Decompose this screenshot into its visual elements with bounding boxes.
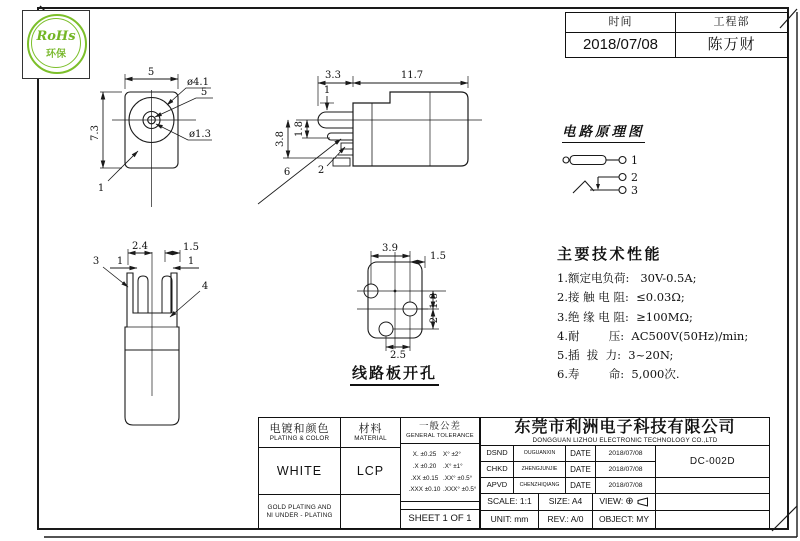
- scale-row-empty-cell: [656, 494, 769, 511]
- time-label: 时间: [608, 16, 633, 29]
- date-label: DATE: [570, 448, 591, 458]
- side-view-dims: [275, 70, 423, 178]
- chkd-name-cell: [514, 462, 566, 478]
- dim-label: 1.8: [429, 293, 440, 309]
- plating-note-line2: NI UNDER - PLATING: [266, 511, 333, 519]
- tolerance-values-cell: [401, 444, 479, 502]
- rev-cell: [539, 511, 593, 528]
- callout-label: 2: [317, 165, 325, 176]
- rohs-title: RoHs: [36, 29, 76, 44]
- specs-title: 主要技术性能: [557, 245, 663, 263]
- approval-name: OUGUANXIN: [523, 449, 556, 456]
- scale-label: SCALE: 1:1: [487, 496, 532, 507]
- front-view-linework: [97, 74, 213, 207]
- dsnd-name-cell: [514, 446, 566, 462]
- dept-value-cell: [676, 33, 787, 57]
- plating-header-en: PLATING & COLOR: [269, 435, 330, 443]
- material-value-cell: [341, 448, 401, 495]
- callout-label: 3: [92, 256, 100, 267]
- spec-item: 4.耐 压: AC500V(50Hz)/min;: [557, 328, 749, 343]
- chkd-date-label-cell: [566, 462, 596, 478]
- unit-row-empty-cell: [656, 511, 769, 528]
- plating-value: WHITE: [276, 463, 323, 478]
- chkd-date-cell: [596, 462, 656, 478]
- company-cell: [481, 418, 769, 446]
- tolerance-row: [406, 473, 472, 485]
- part-number: DC-002D: [689, 455, 736, 467]
- plating-header-cn: 电镀和颜色: [269, 422, 330, 435]
- terminal-label: 1: [631, 154, 638, 167]
- specs-list: [557, 270, 792, 386]
- dept-label-cell: [676, 13, 787, 33]
- material-empty-cell: [341, 495, 401, 528]
- approval-label: CHKD: [486, 464, 508, 474]
- approval-date: 2018/07/08: [608, 465, 643, 473]
- approval-name: CHENZHIQIANG: [519, 481, 560, 488]
- date-label: DATE: [570, 464, 591, 474]
- scale-cell: [481, 494, 539, 511]
- tolerance-row: [406, 461, 463, 473]
- tol-linear: .XXX ±0.10: [408, 486, 441, 494]
- dim-label: 1: [187, 256, 195, 267]
- dim-label: 3.9: [382, 243, 398, 254]
- dim-label: 2: [429, 316, 440, 324]
- first-angle-circle-icon: ⊕: [625, 496, 634, 508]
- dim-label: 1: [323, 85, 331, 96]
- tolerance-header-cell: [401, 418, 479, 444]
- terminal-label: 3: [631, 184, 638, 197]
- approval-label: APVD: [486, 480, 508, 490]
- plating-header-cell: [259, 418, 341, 448]
- apvd-date-label-cell: [566, 478, 596, 494]
- rohs-subtitle: 环保: [46, 49, 66, 60]
- material-header-en: MATERIAL: [354, 435, 387, 443]
- time-value: 2018/07/08: [582, 36, 659, 54]
- tol-linear: X. ±0.25: [412, 450, 437, 458]
- time-value-cell: [566, 33, 676, 57]
- plating-value-cell: [259, 448, 341, 495]
- schematic-title: 电路原理图: [562, 120, 645, 143]
- dim-label: 1: [116, 256, 124, 267]
- dsnd-label-cell: [481, 446, 514, 462]
- view-label: VIEW:: [599, 496, 624, 507]
- tol-linear: .XX ±0.15: [410, 474, 439, 482]
- terminal-label: 2: [631, 171, 638, 184]
- spec-item: 3.绝 缘 电 阻: ≥100MΩ;: [557, 309, 693, 324]
- callout-label: 4: [201, 281, 209, 292]
- rev-label: REV.: A/0: [547, 513, 584, 524]
- apvd-date-cell: [596, 478, 656, 494]
- company-name-en: DONGGUAN LIZHOU ELECTRONIC TECHNOLOGY CO.,LTD: [532, 437, 718, 445]
- tolerance-header-cn: 一般公差: [418, 420, 461, 432]
- pcb-view-title: 线路板开孔: [350, 362, 439, 386]
- material-header-cn: 材料: [358, 422, 383, 435]
- dept-value: 陈万财: [707, 36, 756, 54]
- part-number-empty-cell: [656, 478, 769, 494]
- spec-item: 1.额定电负荷: 30V-0.5A;: [557, 271, 697, 285]
- sheet-cell: [401, 510, 479, 528]
- unit-cell: [481, 511, 539, 528]
- approval-date: 2018/07/08: [608, 481, 643, 489]
- pcb-view-dims: [382, 243, 446, 361]
- spec-item: 6.寿 命: 5,000次.: [557, 367, 680, 382]
- revision-header-table: [565, 12, 788, 58]
- schematic-linework: [563, 156, 626, 194]
- dept-label: 工程部: [713, 16, 750, 29]
- callout-label: 1: [97, 183, 105, 194]
- tol-linear: .X ±0.20: [412, 462, 437, 470]
- pin-view-dims: [93, 241, 208, 292]
- tolerance-header-en: GENERAL TOLERANCE: [406, 432, 474, 439]
- view-cell: [593, 494, 656, 511]
- dsnd-date-cell: [596, 446, 656, 462]
- sheet-label: SHEET 1 OF 1: [408, 512, 472, 524]
- material-header-cell: [341, 418, 401, 448]
- spec-item: 2.接 触 电 阻: ≤0.03Ω;: [557, 290, 685, 305]
- dim-label: 3.8: [275, 131, 286, 147]
- approval-label: DSND: [486, 448, 508, 458]
- dim-label: 2.5: [390, 350, 406, 361]
- tol-angular: .X° ±1°: [443, 462, 463, 470]
- tolerance-row: [406, 449, 461, 461]
- tolerance-spacer-cell: [401, 502, 479, 510]
- dim-label: 7.3: [90, 125, 101, 141]
- part-number-cell: [656, 446, 769, 478]
- dim-label: 2.4: [132, 241, 148, 252]
- dim-label: 3.3: [325, 70, 341, 81]
- projection-cone-icon: [636, 497, 649, 507]
- approval-name: ZHENGJUNJIE: [521, 465, 558, 472]
- object-label: OBJECT: MY: [598, 513, 650, 524]
- dim-label: 1.5: [430, 251, 446, 262]
- apvd-label-cell: [481, 478, 514, 494]
- dim-label: 5: [147, 67, 155, 78]
- object-cell: [593, 511, 656, 528]
- dsnd-date-label-cell: [566, 446, 596, 462]
- apvd-name-cell: [514, 478, 566, 494]
- material-value: LCP: [356, 463, 385, 478]
- side-view-linework: [258, 76, 482, 204]
- tol-angular: .XX° ±0.5°: [443, 474, 473, 482]
- spec-item: 5.插 拔 力: 3~20N;: [557, 348, 674, 363]
- title-block-right: [480, 417, 770, 529]
- dim-label: 1.5: [183, 242, 199, 253]
- time-label-cell: [566, 13, 676, 33]
- dim-label: ø1.3: [189, 129, 211, 140]
- tolerance-row: [406, 484, 476, 496]
- callout-label: 6: [283, 167, 291, 178]
- rohs-logo-box: [22, 10, 90, 79]
- pin-view-linework: [103, 249, 200, 425]
- chkd-label-cell: [481, 462, 514, 478]
- tol-angular: X° ±2°: [443, 450, 461, 458]
- size-label: SIZE: A4: [548, 496, 583, 507]
- plating-note-cell: [259, 495, 341, 528]
- unit-label: UNIT: mm: [490, 513, 529, 524]
- size-cell: [539, 494, 593, 511]
- tol-angular: .XXX° ±0.5°: [443, 486, 477, 494]
- schematic-terminal-labels: [631, 154, 638, 197]
- dim-label: ø4.1: [187, 77, 209, 88]
- front-view-dims: [90, 67, 211, 194]
- date-label: DATE: [570, 480, 591, 490]
- plating-note-line1: GOLD PLATING AND: [267, 504, 332, 512]
- dim-label: 11.7: [400, 70, 424, 81]
- company-name-cn: 东莞市利洲电子科技有限公司: [514, 418, 736, 436]
- approval-date: 2018/07/08: [608, 449, 643, 457]
- title-block-left: [258, 417, 480, 529]
- callout-label: 5: [200, 87, 208, 98]
- dim-label: 1.8: [294, 121, 305, 137]
